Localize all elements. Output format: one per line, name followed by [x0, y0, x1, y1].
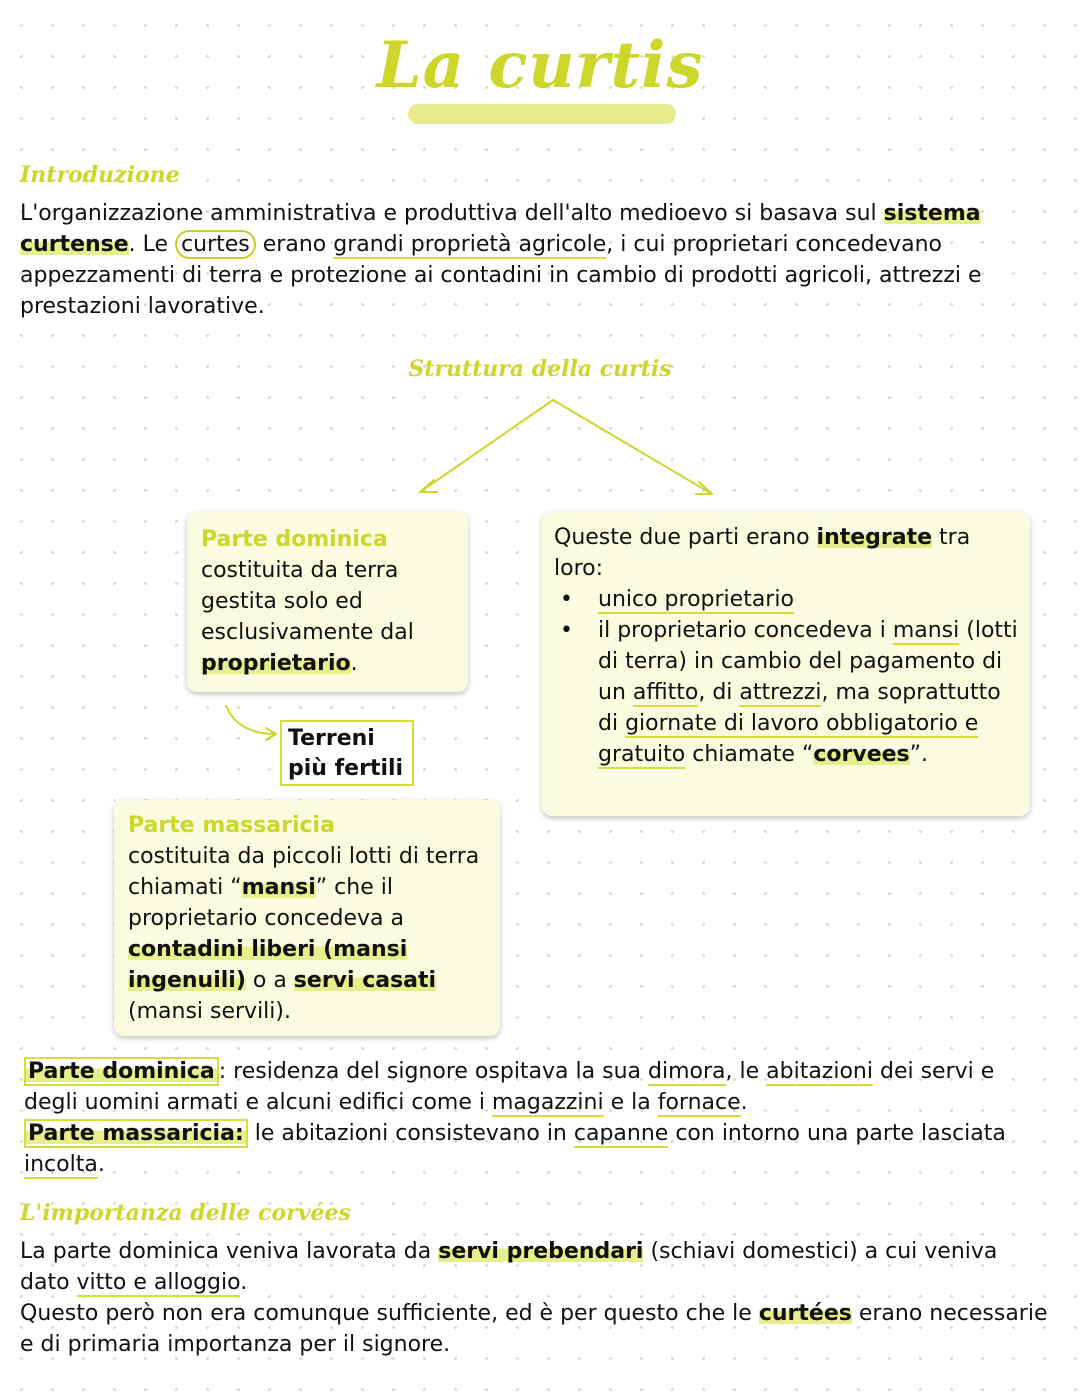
card-integrazione — [542, 512, 1030, 816]
highlight-sistema-curtense: sistema curtense — [20, 201, 981, 257]
highlight-curtees: curtées — [758, 1301, 852, 1326]
circled-curtes: curtes — [175, 230, 256, 259]
card-text-massaricia: costituita da piccoli lotti di terra chiamati “mansi” che il proprietario concedeva a contadini liberi (mansi ingenuili) o a servi casati (mansi servili). — [128, 844, 480, 1024]
arrow-to-dominica — [420, 400, 553, 492]
highlight-contadini-liberi: contadini liberi (mansi ingenuili) — [128, 937, 408, 993]
note-terreni-fertili: Terreni più fertili — [280, 720, 414, 786]
highlight-proprietario: proprietario — [201, 651, 351, 676]
card-title-dominica: Parte dominica — [201, 527, 388, 552]
list-item: • unico proprietario — [554, 584, 1018, 615]
card-text-dominica: costituita da terra gestita solo ed esclusivamente dal proprietario. — [201, 558, 414, 676]
arrowhead-integration — [696, 482, 712, 494]
page-title: La curtis — [376, 28, 704, 103]
underline-grandi-proprieta: grandi proprietà agricole — [333, 232, 607, 257]
highlight-corvees: corvees — [813, 742, 910, 767]
arrow-to-integration — [553, 400, 712, 494]
card-parte-dominica — [187, 512, 468, 692]
detail-dominica: Parte dominica : residenza del signore ospitava la sua dimora, le abitazioni dei servi e degli uomini armati e alcuni edifici come i magazzini e la fornace. — [24, 1059, 995, 1115]
highlight-mansi: mansi — [241, 875, 316, 900]
card-title-massaricia: Parte massaricia — [128, 813, 335, 838]
details-paragraph — [24, 1056, 1014, 1180]
intro-heading: Introduzione — [20, 162, 180, 188]
corvees-heading: L'importanza delle corvées — [20, 1200, 351, 1226]
card-text-integrazione: Queste due parti erano integrate tra loro: — [554, 525, 971, 581]
intro-paragraph: L'organizzazione amministrativa e produttiva dell'alto medioevo si basava sul sistema curtense. Le curtes erano grandi proprietà agricole, i cui proprietari concedevano appezzamenti di terra e protezione ai contadini in cambio di prodotti agricoli, attrezzi e prestazioni lavorative. — [20, 201, 982, 319]
structure-heading: Struttura della curtis — [408, 356, 672, 382]
highlight-servi-prebendari: servi prebendari — [438, 1239, 644, 1264]
integration-bullet-list — [554, 584, 1018, 770]
corvees-paragraph: La parte dominica veniva lavorata da servi prebendari (schiavi domestici) a cui veniva dato vitto e alloggio. Questo però non era comunque sufficiente, ed è per questo che le curtées erano necessarie e di primaria importanza per il signore. — [20, 1239, 1048, 1357]
list-item: • il proprietario concedeva i mansi (lotti di terra) in cambio del pagamento di un affitto, di attrezzi, ma soprattutto di giornate di lavoro obbligatorio e gratuito chiamate “corvees”. — [554, 615, 1018, 770]
card-parte-massaricia — [114, 800, 500, 1036]
highlight-servi-casati: servi casati — [293, 968, 437, 993]
detail-massaricia: Parte massaricia: le abitazioni consistevano in capanne con intorno una parte lasciata incolta. — [24, 1121, 1006, 1177]
highlight-integrate: integrate — [816, 525, 933, 550]
